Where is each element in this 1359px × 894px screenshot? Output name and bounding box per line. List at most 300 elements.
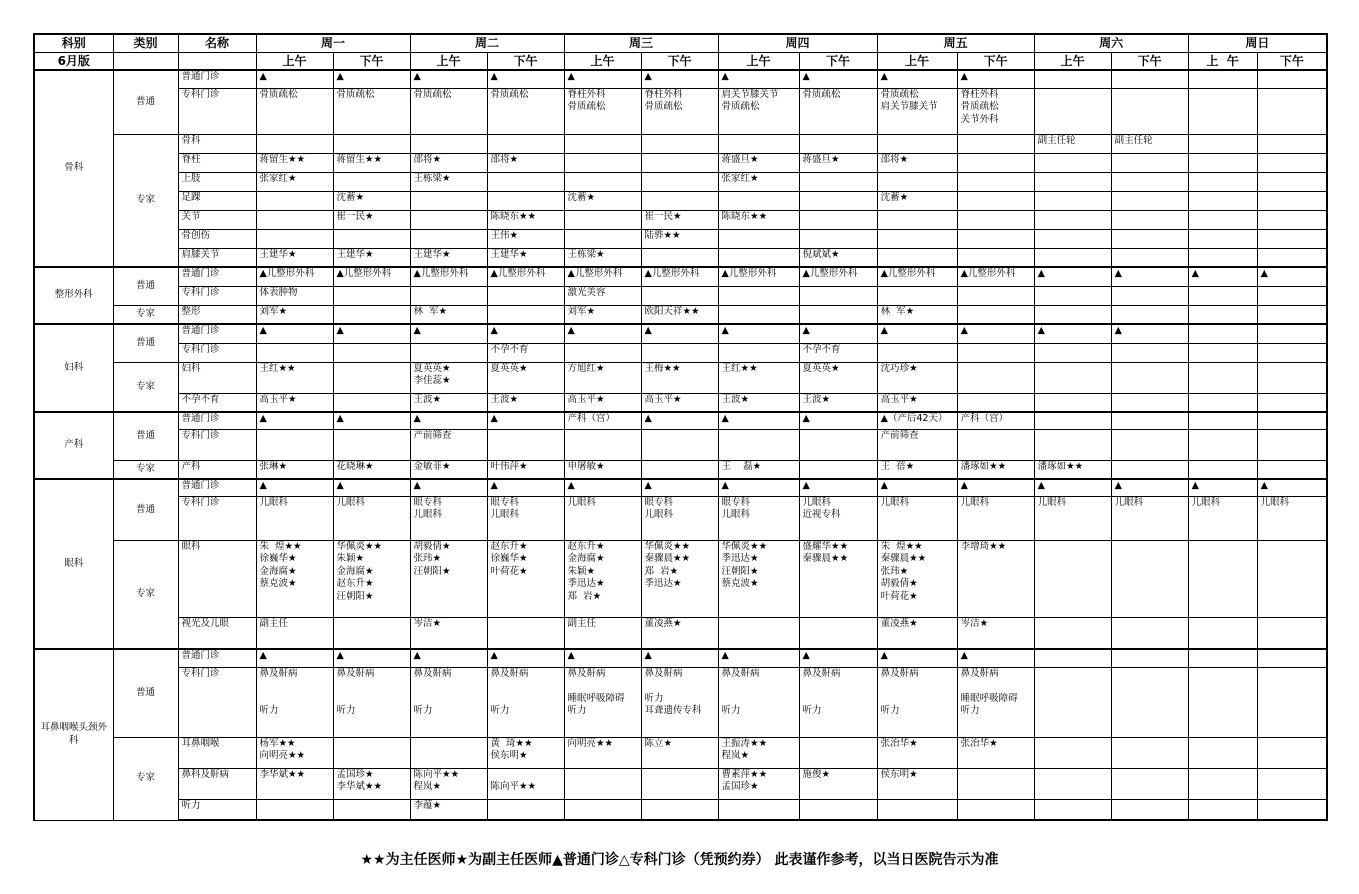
schedule-cell (333, 429, 410, 460)
schedule-cell: 高玉平★ (641, 393, 718, 412)
period-header: 上午 (256, 52, 333, 70)
period-header: 上午 (410, 52, 487, 70)
table-row (34, 429, 1327, 460)
schedule-cell (1111, 362, 1188, 393)
department-section (34, 70, 1327, 267)
schedule-cell (487, 429, 564, 460)
schedule-cell (333, 737, 410, 768)
schedule-cell (1034, 343, 1111, 362)
schedule-cell: 林 军★ (877, 305, 957, 324)
schedule-cell (957, 393, 1034, 412)
clinic-category: 专家 (113, 305, 178, 324)
schedule-cell (410, 210, 487, 229)
schedule-cell: ▲ (718, 324, 799, 343)
period-header: 下午 (1111, 52, 1188, 70)
schedule-cell: ▲ (799, 70, 877, 88)
schedule-cell: ▲ (957, 479, 1034, 496)
schedule-cell (1034, 153, 1111, 172)
schedule-cell: 张治华★ (877, 737, 957, 768)
period-header: 下午 (1257, 52, 1327, 70)
clinic-name: 专科门诊 (178, 496, 256, 540)
schedule-cell (564, 343, 641, 362)
schedule-cell (487, 286, 564, 305)
schedule-cell: 夏英英★ (487, 362, 564, 393)
schedule-cell (333, 172, 410, 191)
schedule-cell (877, 172, 957, 191)
schedule-cell: ▲儿整形外科 (333, 267, 410, 286)
clinic-name: 专科门诊 (178, 286, 256, 305)
table-row (34, 305, 1327, 324)
schedule-cell: ▲ (799, 479, 877, 496)
clinic-category: 普通 (113, 324, 178, 362)
schedule-cell: 欧阳天祥★★ (641, 305, 718, 324)
schedule-cell (1257, 460, 1327, 479)
schedule-cell (1111, 70, 1188, 88)
schedule-cell: ▲ (410, 324, 487, 343)
schedule-cell: 王建华★ (410, 248, 487, 267)
schedule-cell (487, 305, 564, 324)
schedule-cell (487, 172, 564, 191)
schedule-cell: 董凌燕★ (877, 617, 957, 649)
schedule-cell: 杨军★★ 向明亮★★ (256, 737, 333, 768)
schedule-cell: 李蕴★ (410, 799, 487, 820)
header-col-8: 周六 (1034, 34, 1188, 52)
schedule-cell (1257, 229, 1327, 248)
schedule-cell: 骨质疏松 (410, 88, 487, 134)
schedule-cell (957, 229, 1034, 248)
schedule-cell: 李增琦★★ (957, 540, 1034, 617)
schedule-cell: 李华斌★★ (256, 768, 333, 799)
schedule-cell: ▲ (410, 479, 487, 496)
schedule-cell: 副主任轮 (1111, 134, 1188, 153)
schedule-cell (1034, 649, 1111, 667)
schedule-cell: 骨质疏松 肩关节膝关节 (877, 88, 957, 134)
schedule-cell: 儿眼科 (564, 496, 641, 540)
schedule-cell (1257, 429, 1327, 460)
clinic-name: 产科 (178, 460, 256, 479)
schedule-cell: 王建华★ (333, 248, 410, 267)
schedule-cell: ▲ (877, 324, 957, 343)
schedule-cell: ▲儿整形外科 (877, 267, 957, 286)
schedule-cell: 花晓琳★ (333, 460, 410, 479)
schedule-cell (1034, 70, 1111, 88)
schedule-cell (641, 768, 718, 799)
clinic-category: 普通 (113, 267, 178, 305)
schedule-cell: 鼻及鼾病 听力 (256, 667, 333, 737)
schedule-cell (877, 134, 957, 153)
schedule-cell: ▲ (957, 70, 1034, 88)
schedule-cell (718, 429, 799, 460)
schedule-cell (1111, 191, 1188, 210)
period-header: 上 午 (1188, 52, 1257, 70)
clinic-name: 普通门诊 (178, 649, 256, 667)
schedule-cell (1034, 172, 1111, 191)
schedule-cell (1111, 649, 1188, 667)
table-row (34, 460, 1327, 479)
department-name: 妇科 (34, 324, 113, 412)
schedule-cell: 邵将★ (877, 153, 957, 172)
schedule-cell: 沈巧珍★ (877, 362, 957, 393)
schedule-cell: 华佩炎★★ 季迅达★ 汪朝阳★ 蔡克波★ (718, 540, 799, 617)
clinic-name: 整形 (178, 305, 256, 324)
schedule-cell (877, 286, 957, 305)
clinic-category: 普通 (113, 70, 178, 134)
schedule-cell (1034, 412, 1111, 429)
schedule-cell (564, 210, 641, 229)
schedule-cell: ▲ (256, 324, 333, 343)
schedule-cell (799, 617, 877, 649)
schedule-cell: 邵将★ (410, 153, 487, 172)
schedule-cell (1257, 768, 1327, 799)
schedule-cell (1111, 343, 1188, 362)
schedule-cell: 陈晓东★★ (487, 210, 564, 229)
schedule-cell (1257, 305, 1327, 324)
schedule-cell: 倪斌斌★ (799, 248, 877, 267)
schedule-cell: 林 军★ (410, 305, 487, 324)
schedule-cell (641, 172, 718, 191)
schedule-cell (799, 229, 877, 248)
schedule-cell: 副主任 (564, 617, 641, 649)
department-name: 产科 (34, 412, 113, 479)
schedule-cell: 不孕不育 (487, 343, 564, 362)
table-row (34, 248, 1327, 267)
schedule-cell: 眼专科 儿眼科 (718, 496, 799, 540)
schedule-cell (718, 191, 799, 210)
schedule-cell: 骨质疏松 (333, 88, 410, 134)
table-row (34, 768, 1327, 799)
schedule-cell: 鼻及鼾病 听力 (877, 667, 957, 737)
schedule-cell (1034, 393, 1111, 412)
schedule-cell: 儿眼科 (1111, 496, 1188, 540)
schedule-cell: 眼专科 儿眼科 (487, 496, 564, 540)
table-row (34, 191, 1327, 210)
schedule-cell (256, 343, 333, 362)
schedule-cell: ▲ (564, 324, 641, 343)
schedule-cell (1111, 667, 1188, 737)
clinic-category: 普通 (113, 412, 178, 460)
schedule-cell: 王建华★ (487, 248, 564, 267)
schedule-cell (1034, 248, 1111, 267)
schedule-cell: ▲ (957, 324, 1034, 343)
schedule-cell: 产科（宫） (564, 412, 641, 429)
schedule-cell: 王栋梁★ (564, 248, 641, 267)
schedule-cell (957, 343, 1034, 362)
clinic-category: 专家 (113, 737, 178, 820)
schedule-cell (1111, 617, 1188, 649)
department-name: 眼科 (34, 479, 113, 649)
schedule-cell (1034, 799, 1111, 820)
schedule-cell (1111, 153, 1188, 172)
schedule-cell (799, 191, 877, 210)
schedule-cell: ▲ (1034, 479, 1111, 496)
schedule-cell (641, 799, 718, 820)
schedule-cell (256, 191, 333, 210)
schedule-cell (1257, 70, 1327, 88)
clinic-category: 专家 (113, 460, 178, 479)
schedule-cell: 夏英英★ 李佳蕊★ (410, 362, 487, 393)
schedule-cell (957, 248, 1034, 267)
schedule-cell (957, 172, 1034, 191)
schedule-cell: 岑洁★ (957, 617, 1034, 649)
table-row (34, 496, 1327, 540)
schedule-cell: ▲ (877, 479, 957, 496)
schedule-cell (1257, 286, 1327, 305)
schedule-cell (1111, 460, 1188, 479)
schedule-cell (487, 617, 564, 649)
department-name: 骨科 (34, 70, 113, 267)
schedule-cell: ▲ (333, 70, 410, 88)
schedule-cell (564, 768, 641, 799)
schedule-cell (1188, 412, 1257, 429)
clinic-name: 普通门诊 (178, 412, 256, 429)
schedule-cell: 鼻及鼾病 听力 (799, 667, 877, 737)
clinic-name: 耳鼻咽喉 (178, 737, 256, 768)
table-row (34, 412, 1327, 429)
header-col-5: 周三 (564, 34, 718, 52)
schedule-cell: 王红★★ (256, 362, 333, 393)
schedule-cell (1188, 210, 1257, 229)
schedule-cell (1188, 172, 1257, 191)
schedule-cell (799, 799, 877, 820)
schedule-cell: 申屠敏★ (564, 460, 641, 479)
schedule-cell: ▲ (333, 412, 410, 429)
schedule-cell (333, 305, 410, 324)
schedule-cell: ▲ (256, 70, 333, 88)
schedule-cell (1111, 88, 1188, 134)
schedule-cell (1111, 393, 1188, 412)
schedule-cell: 陈向平★★ (487, 768, 564, 799)
schedule-cell (957, 429, 1034, 460)
schedule-cell (1257, 617, 1327, 649)
schedule-cell (1034, 88, 1111, 134)
period-header: 下午 (799, 52, 877, 70)
department-section (34, 267, 1327, 324)
schedule-cell: 儿眼科 (256, 496, 333, 540)
schedule-cell (487, 134, 564, 153)
schedule-cell: 儿眼科 (1257, 496, 1327, 540)
schedule-cell: 儿眼科 (1034, 496, 1111, 540)
clinic-schedule-table (33, 33, 1328, 821)
schedule-cell (1257, 799, 1327, 820)
schedule-cell (957, 210, 1034, 229)
schedule-cell (1034, 429, 1111, 460)
department-name: 整形外科 (34, 267, 113, 324)
schedule-cell: 产前筛查 (877, 429, 957, 460)
schedule-cell: ▲儿整形外科 (799, 267, 877, 286)
table-row (34, 153, 1327, 172)
schedule-cell (799, 737, 877, 768)
schedule-cell (1257, 210, 1327, 229)
table-row (34, 479, 1327, 496)
schedule-cell (1257, 248, 1327, 267)
schedule-cell: ▲ (641, 649, 718, 667)
schedule-cell (410, 286, 487, 305)
schedule-cell (1111, 210, 1188, 229)
schedule-cell (1188, 229, 1257, 248)
schedule-cell: 张治华★ (957, 737, 1034, 768)
clinic-name: 不孕不育 (178, 393, 256, 412)
schedule-cell (1188, 153, 1257, 172)
schedule-cell: ▲ (1257, 479, 1327, 496)
schedule-cell: 潘琢如★★ (1034, 460, 1111, 479)
schedule-cell: 激光美容 (564, 286, 641, 305)
schedule-cell (799, 460, 877, 479)
schedule-cell: 蒋留生★★ (333, 153, 410, 172)
schedule-cell (799, 210, 877, 229)
schedule-cell (641, 248, 718, 267)
clinic-name: 普通门诊 (178, 479, 256, 496)
schedule-cell: 华佩炎★★ 朱颖★ 金海腐★ 赵东升★ 汪朝阳★ (333, 540, 410, 617)
schedule-cell: ▲儿整形外科 (487, 267, 564, 286)
schedule-cell (1111, 229, 1188, 248)
schedule-cell (718, 134, 799, 153)
schedule-cell (1257, 393, 1327, 412)
schedule-cell: 陈晓东★★ (718, 210, 799, 229)
schedule-cell (641, 343, 718, 362)
schedule-cell: 陈立★ (641, 737, 718, 768)
schedule-cell (641, 460, 718, 479)
schedule-cell (564, 172, 641, 191)
table-row (34, 324, 1327, 343)
schedule-cell (641, 286, 718, 305)
schedule-cell: ▲ (564, 479, 641, 496)
schedule-cell (1188, 305, 1257, 324)
schedule-cell: ▲ (641, 324, 718, 343)
clinic-category: 专家 (113, 362, 178, 412)
clinic-category: 普通 (113, 649, 178, 737)
clinic-name: 脊柱 (178, 153, 256, 172)
schedule-cell (799, 429, 877, 460)
clinic-name: 专科门诊 (178, 429, 256, 460)
schedule-cell (1034, 617, 1111, 649)
schedule-cell: 王 磊★ (718, 460, 799, 479)
schedule-cell: 赵东升★ 徐巍华★ 叶荷花★ (487, 540, 564, 617)
schedule-cell (333, 799, 410, 820)
table-row (34, 737, 1327, 768)
table-row (34, 362, 1327, 393)
schedule-cell (1188, 70, 1257, 88)
clinic-name: 妇科 (178, 362, 256, 393)
schedule-cell: ▲ (877, 649, 957, 667)
schedule-cell (1111, 737, 1188, 768)
clinic-name: 骨科 (178, 134, 256, 153)
schedule-cell: ▲ (641, 479, 718, 496)
clinic-name: 足踝 (178, 191, 256, 210)
schedule-cell: 鼻及鼾病 听力 耳聋遗传专科 (641, 667, 718, 737)
schedule-cell: ▲ (487, 479, 564, 496)
schedule-cell: 鼻及鼾病 睡眠呼吸障碍 听力 (564, 667, 641, 737)
schedule-cell (333, 617, 410, 649)
period-header: 上午 (564, 52, 641, 70)
schedule-cell: 刘军★ (256, 305, 333, 324)
schedule-cell (1257, 191, 1327, 210)
schedule-cell (718, 799, 799, 820)
schedule-cell (1257, 324, 1327, 343)
schedule-cell (1034, 229, 1111, 248)
clinic-name: 骨创伤 (178, 229, 256, 248)
schedule-cell: 张家红★ (718, 172, 799, 191)
header-col-1: 类别 (113, 34, 178, 52)
table-row (34, 88, 1327, 134)
schedule-cell (1034, 540, 1111, 617)
schedule-cell: ▲ (1111, 267, 1188, 286)
clinic-category: 普通 (113, 479, 178, 540)
clinic-category: 专家 (113, 134, 178, 267)
schedule-cell: ▲ (1034, 324, 1111, 343)
schedule-cell (1111, 172, 1188, 191)
schedule-cell: ▲ (718, 649, 799, 667)
schedule-cell: 董凌燕★ (641, 617, 718, 649)
schedule-cell (410, 191, 487, 210)
schedule-cell: ▲ (957, 649, 1034, 667)
schedule-cell (799, 305, 877, 324)
period-header: 下午 (957, 52, 1034, 70)
schedule-cell (877, 343, 957, 362)
schedule-cell: 儿眼科 (333, 496, 410, 540)
clinic-name: 上肢 (178, 172, 256, 191)
schedule-cell: 赵东升★ 金海腐★ 朱颖★ 季迅达★ 郑 岩★ (564, 540, 641, 617)
schedule-cell: 沈蓄★ (564, 191, 641, 210)
schedule-cell (1257, 667, 1327, 737)
schedule-cell: 副主任 (256, 617, 333, 649)
schedule-cell (1188, 768, 1257, 799)
schedule-cell: 肩关节膝关节 骨质疏松 (718, 88, 799, 134)
schedule-cell: ▲ (641, 70, 718, 88)
table-row (34, 229, 1327, 248)
schedule-cell: ▲ (333, 479, 410, 496)
schedule-cell (957, 286, 1034, 305)
schedule-cell: ▲ (333, 649, 410, 667)
schedule-cell: 不孕不育 (799, 343, 877, 362)
schedule-cell (718, 343, 799, 362)
schedule-cell: 王伟★ (487, 229, 564, 248)
schedule-cell: 鼻及鼾病 听力 (333, 667, 410, 737)
schedule-cell: 金敏菲★ (410, 460, 487, 479)
schedule-cell (564, 229, 641, 248)
schedule-cell (1188, 286, 1257, 305)
schedule-cell: ▲ (799, 649, 877, 667)
schedule-cell: 脊柱外科 骨质疏松 (564, 88, 641, 134)
schedule-cell (718, 305, 799, 324)
legend-note: ★★为主任医师★为副主任医师▲普通门诊△专科门诊（凭预约券） 此表谨作参考，以当日医院告示为准 (360, 852, 999, 868)
schedule-cell (877, 799, 957, 820)
schedule-cell: 王 蓓★ (877, 460, 957, 479)
schedule-cell (333, 229, 410, 248)
schedule-cell: ▲ (487, 412, 564, 429)
schedule-cell: 王振涛★★ 程岚★ (718, 737, 799, 768)
schedule-cell: 朱 煌★★ 秦骤晨★★ 张玮★ 胡毅倩★ 叶荷花★ (877, 540, 957, 617)
schedule-cell: 王红★★ (718, 362, 799, 393)
schedule-cell (564, 153, 641, 172)
schedule-cell (1257, 88, 1327, 134)
schedule-cell: 叶伟萍★ (487, 460, 564, 479)
clinic-name: 肩膝关节 (178, 248, 256, 267)
schedule-cell: 陆骅★★ (641, 229, 718, 248)
schedule-cell (718, 248, 799, 267)
schedule-cell (1034, 737, 1111, 768)
clinic-name: 普通门诊 (178, 70, 256, 88)
schedule-cell (1111, 305, 1188, 324)
schedule-cell: ▲儿整形外科 (718, 267, 799, 286)
header-col-3: 周一 (256, 34, 410, 52)
schedule-cell: 儿眼科 (1188, 496, 1257, 540)
schedule-cell: 夏英英★ (799, 362, 877, 393)
schedule-cell (877, 210, 957, 229)
schedule-cell (1034, 768, 1111, 799)
schedule-cell (1111, 768, 1188, 799)
schedule-cell: 副主任轮 (1034, 134, 1111, 153)
subheader-2 (178, 52, 256, 70)
